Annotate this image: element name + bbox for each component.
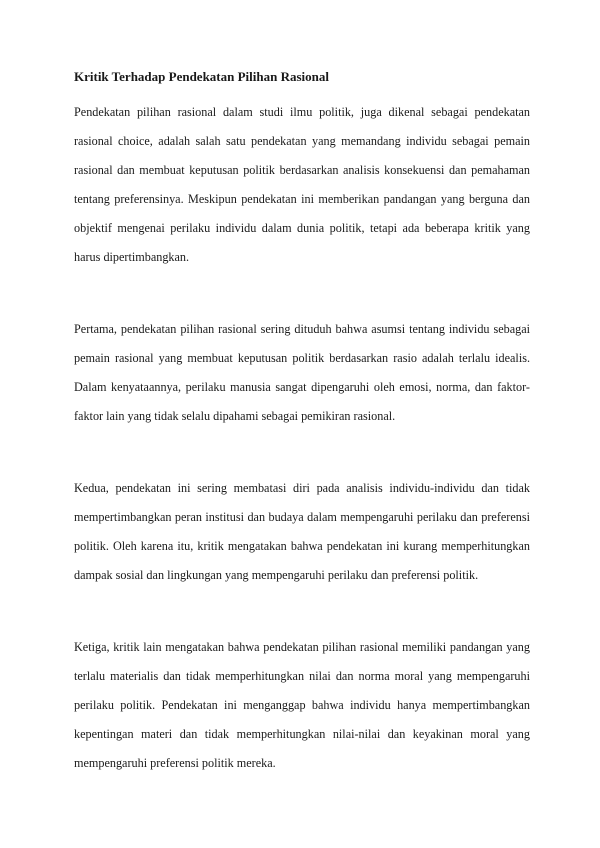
paragraph-first-critique: Pertama, pendekatan pilihan rasional sering dituduh bahwa asumsi tentang individu sebagai pemain rasional yang membuat keputusan politik berdasarkan rasio adalah terlalu idealis. Dalam kenyataannya, perilaku manusia sangat dipengaruhi oleh emosi, norma, dan faktor-faktor lain yang tidak selalu dipahami sebagai pemikiran rasional.	[74, 322, 530, 423]
paragraph-third-critique: Ketiga, kritik lain mengatakan bahwa pendekatan pilihan rasional memiliki pandangan yang terlalu materialis dan tidak memperhitungkan nilai dan norma moral yang mempengaruhi perilaku politik. Pendekatan ini menganggap bahwa individu hanya mempertimbangkan kepentingan materi dan tidak memperhitungkan nilai-nilai dan keyakinan moral yang mempengaruhi preferensi politik mereka.	[74, 640, 530, 770]
paragraph-intro: Pendekatan pilihan rasional dalam studi ilmu politik, juga dikenal sebagai pendekatan rasional choice, adalah salah satu pendekatan yang memandang individu sebagai pemain rasional dan membuat keputusan politik berdasarkan analisis konsekuensi dan pemahaman tentang preferensinya. Meskipun pendekatan ini memberikan pandangan yang berguna dan objektif mengenai perilaku individu dalam dunia politik, tetapi ada beberapa kritik yang harus dipertimbangkan.	[74, 105, 530, 264]
paragraph-second-critique: Kedua, pendekatan ini sering membatasi diri pada analisis individu-individu dan tidak mempertimbangkan peran institusi dan budaya dalam mempengaruhi perilaku dan preferensi politik. Oleh karena itu, kritik mengatakan bahwa pendekatan ini kurang memperhitungkan dampak sosial dan lingkungan yang mempengaruhi perilaku dan preferensi politik.	[74, 481, 530, 582]
document-body	[74, 68, 530, 778]
document-title: Kritik Terhadap Pendekatan Pilihan Rasional	[74, 69, 330, 84]
